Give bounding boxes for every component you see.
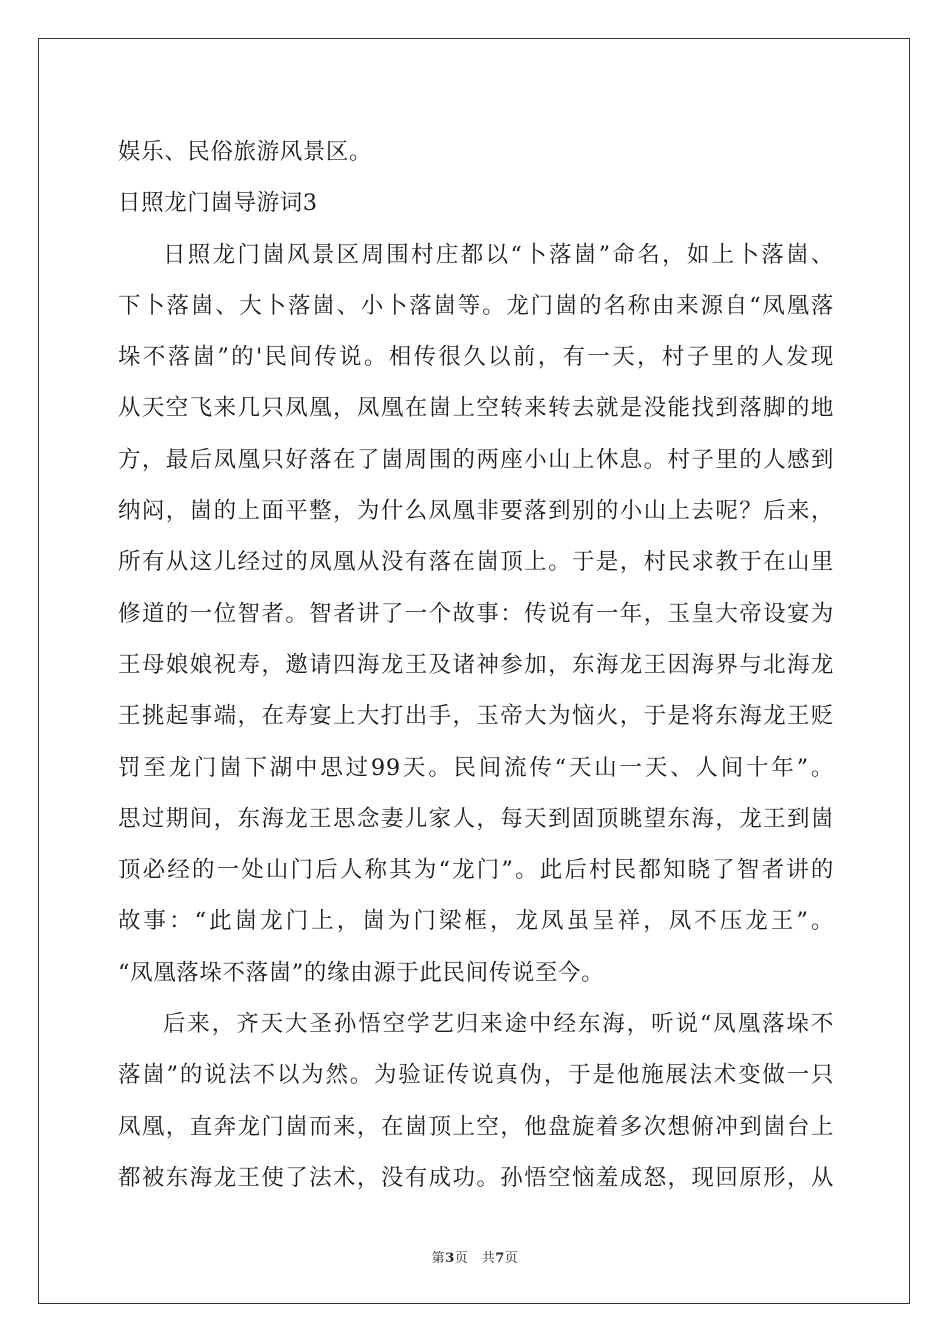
text-line: 顶必经的一处山门后人称其为“龙门”。此后村民都知晓了智者讲的 (118, 857, 834, 884)
text-line: 所有从这儿经过的凤凰从没有落在崮顶上。于是，村民求教于在山里 (118, 549, 834, 576)
document-body (118, 127, 834, 1204)
footer-prefix: 第 (431, 1251, 446, 1266)
footer-total-pages: 7 (495, 1251, 505, 1266)
text-line: 都被东海龙王使了法术，没有成功。孙悟空恼羞成怒，现回原形，从 (118, 1164, 834, 1191)
footer-page-suffix: 页 共 (454, 1251, 496, 1266)
text-line: 故事：“此崮龙门上，崮为门梁框，龙凤虽呈祥，凤不压龙王”。 (118, 908, 834, 935)
footer-page-number: 3 (445, 1251, 455, 1266)
text-line: 方，最后凤凰只好落在了崮周围的两座小山上休息。村子里的人感到 (118, 446, 834, 473)
text-line: 下卜落崮、大卜落崮、小卜落崮等。龙门崮的名称由来源自“凤凰落 (118, 292, 834, 319)
text-line: 思过期间，东海龙王思念妻儿家人，每天到固顶眺望东海，龙王到崮 (118, 805, 834, 832)
text-line: 日照龙门崮风景区周围村庄都以“卜落崮”命名，如上卜落崮、 (163, 241, 834, 268)
text-line: 落崮”的说法不以为然。为验证传说真伪，于是他施展法术变做一只 (118, 1062, 834, 1089)
text-line: 修道的一位智者。智者讲了一个故事：传说有一年，玉皇大帝设宴为 (118, 600, 834, 627)
text-line: 王挑起事端，在寿宴上大打出手，玉帝大为恼火，于是将东海龙王贬 (118, 703, 834, 730)
text-line: 纳闷，崮的上面平整，为什么凤凰非要落到别的小山上去呢？后来， (118, 498, 834, 525)
text-line: 罚至龙门崮下湖中思过99天。民间流传“天山一天、人间十年”。 (118, 754, 834, 781)
page-footer (0, 1247, 950, 1266)
text-line: 凤凰，直奔龙门崮而来，在崮顶上空，他盘旋着多次想俯冲到崮台上 (118, 1113, 834, 1140)
footer-total-suffix: 页 (504, 1251, 519, 1266)
text-line: “凤凰落垛不落崮”的缘由源于此民间传说至今。 (118, 959, 605, 986)
text-line: 娱乐、民俗旅游风景区。 (118, 139, 373, 165)
text-line: 日照龙门崮导游词3 (118, 190, 318, 217)
text-line: 王母娘娘祝寿，邀请四海龙王及诸神参加，东海龙王因海界与北海龙 (118, 651, 834, 678)
text-line: 垛不落崮”的'民间传说。相传很久以前，有一天，村子里的人发现 (118, 344, 834, 371)
text-line: 从天空飞来几只凤凰，凤凰在崮上空转来转去就是没能找到落脚的地 (118, 395, 834, 422)
text-line: 后来，齐天大圣孙悟空学艺归来途中经东海，听说“凤凰落垛不 (163, 1011, 834, 1038)
